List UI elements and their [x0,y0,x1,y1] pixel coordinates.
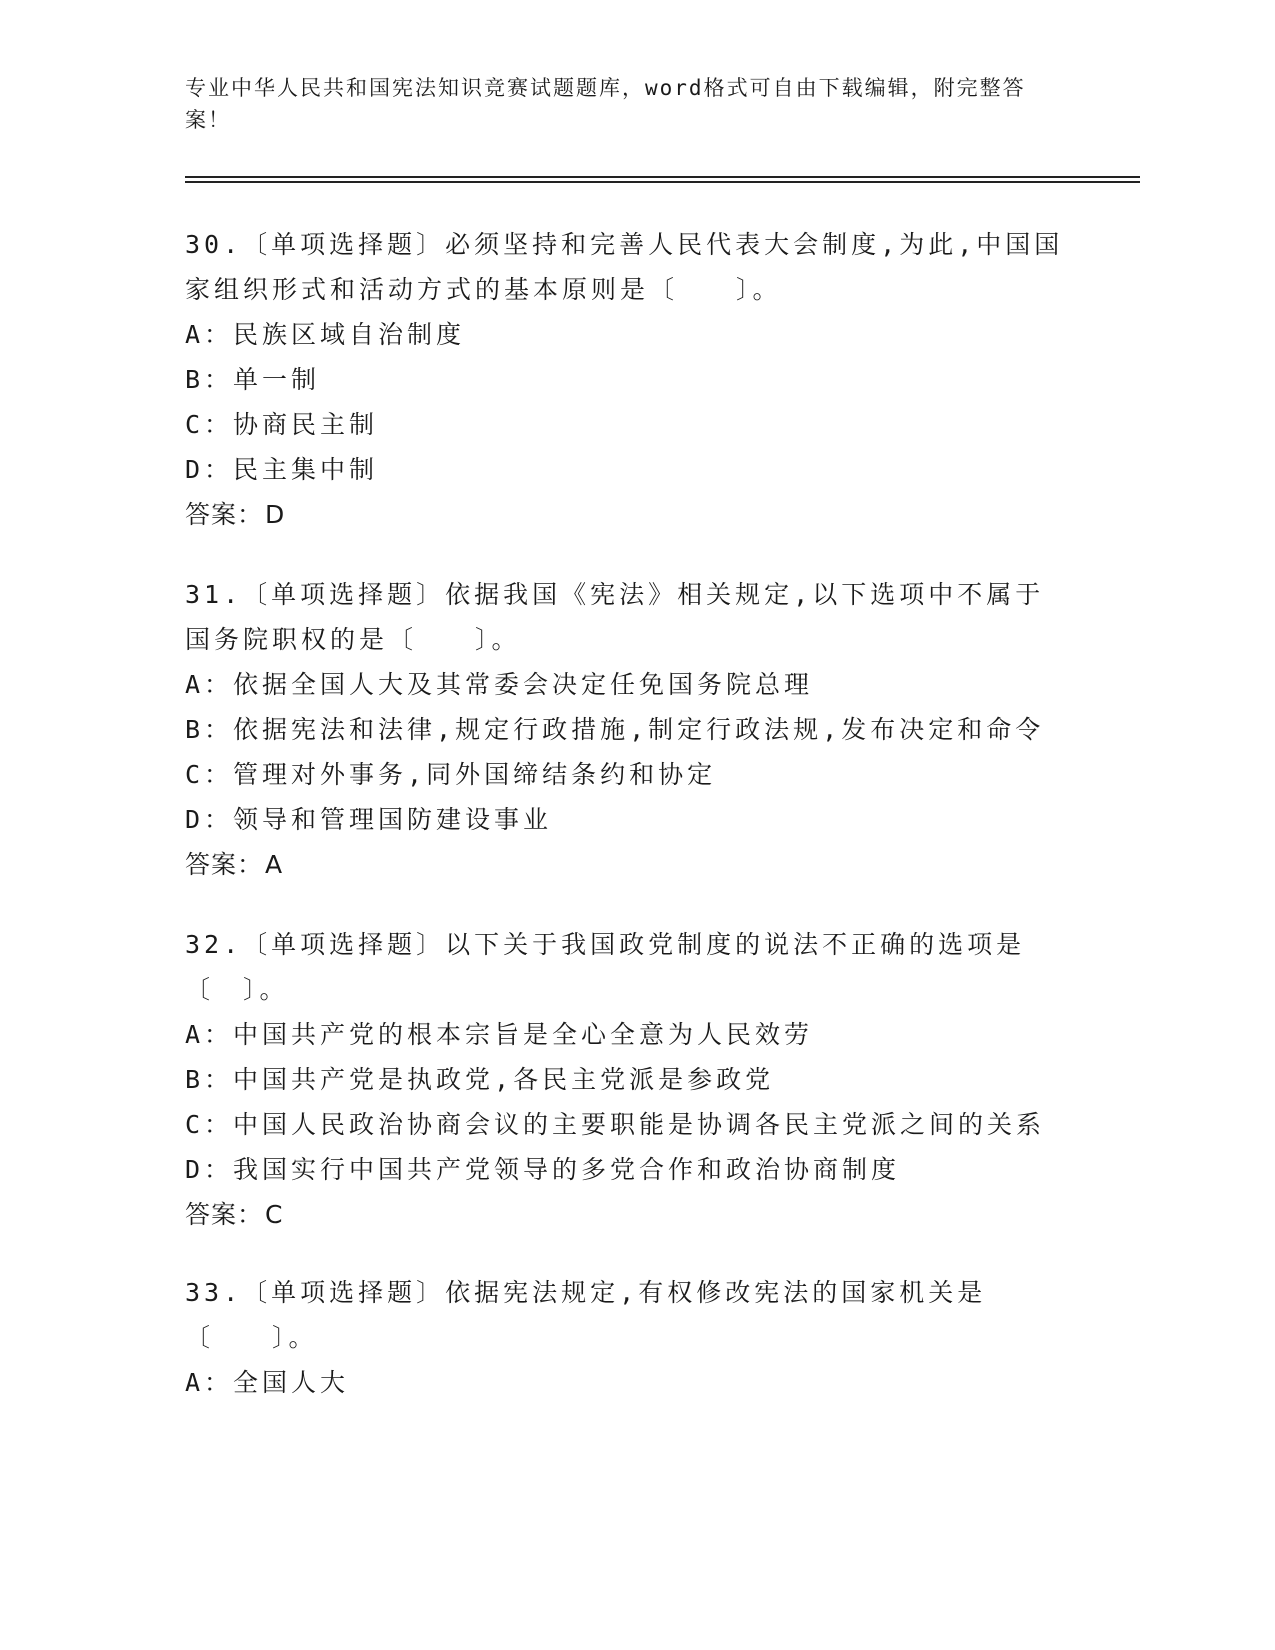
answer-value: C [265,1200,284,1229]
option-d: D：领导和管理国防建设事业 [185,805,553,834]
answer-line [185,492,1065,537]
document-header [185,72,1065,136]
answer-line [185,1192,1065,1237]
answer-label: 答案： [185,500,264,529]
question-stem: 30.〔单项选择题〕必须坚持和完善人民代表大会制度,为此,中国国家组织形式和活动方式的基本原则是〔 〕。 [185,230,1064,304]
answer-line [185,842,1065,887]
option-b: B：单一制 [185,365,321,394]
option-c: C：管理对外事务,同外国缔结条约和协定 [185,760,717,789]
option-a: A：全国人大 [185,1368,350,1397]
option-a: A：民族区域自治制度 [185,320,466,349]
option-a: A：中国共产党的根本宗旨是全心全意为人民效劳 [185,1020,814,1049]
option-a: A：依据全国人大及其常委会决定任免国务院总理 [185,670,814,699]
option-d: D：我国实行中国共产党领导的多党合作和政治协商制度 [185,1155,901,1184]
answer-label: 答案： [185,850,264,879]
answer-value: A [265,850,284,879]
header-divider-bottom [185,181,1140,183]
question-stem: 33.〔单项选择题〕依据宪法规定,有权修改宪法的国家机关是〔 〕。 [185,1278,987,1352]
header-divider-top [185,176,1140,178]
answer-label: 答案： [185,1200,264,1229]
question-stem: 32.〔单项选择题〕以下关于我国政党制度的说法不正确的选项是〔 〕。 [185,930,1026,1004]
question-32 [185,922,1065,1237]
question-31 [185,572,1065,887]
option-b: B：依据宪法和法律,规定行政措施,制定行政法规,发布决定和命令 [185,715,1045,744]
question-30 [185,222,1065,537]
question-33 [185,1270,1065,1405]
option-b: B：中国共产党是执政党,各民主党派是参政党 [185,1065,775,1094]
answer-value: D [265,500,286,529]
question-stem: 31.〔单项选择题〕依据我国《宪法》相关规定,以下选项中不属于国务院职权的是〔 〕。 [185,580,1045,654]
header-text: 专业中华人民共和国宪法知识竞赛试题题库，word格式可自由下载编辑，附完整答案！ [185,76,1026,132]
option-c: C：协商民主制 [185,410,379,439]
option-c: C：中国人民政治协商会议的主要职能是协调各民主党派之间的关系 [185,1110,1046,1139]
option-d: D：民主集中制 [185,455,379,484]
